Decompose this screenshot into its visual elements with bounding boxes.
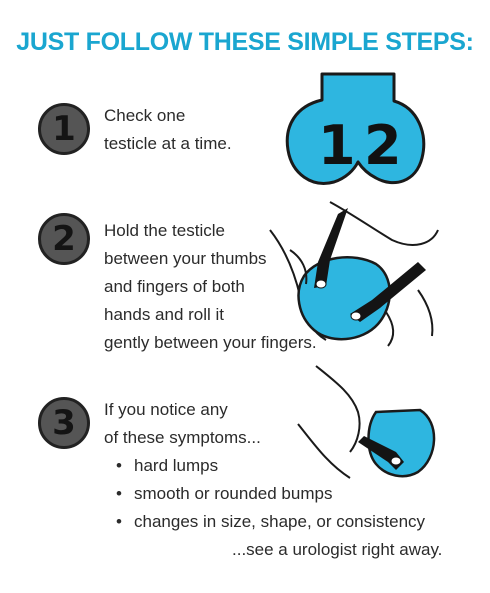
hand-examining-testicle-illustration xyxy=(296,360,446,490)
thumbnail-right-icon xyxy=(351,312,361,320)
step-2-line: between your thumbs xyxy=(104,249,267,268)
step-3-line: If you notice any xyxy=(104,400,228,419)
testicle-label-1: 1 xyxy=(318,114,356,177)
step-2-line: Hold the testicle xyxy=(104,221,225,240)
closing-advice: ...see a urologist right away. xyxy=(232,540,443,559)
step-1-line: testicle at a time. xyxy=(104,134,232,153)
step-2-line: hands and roll it xyxy=(104,305,225,324)
step-2-number: 2 xyxy=(52,219,76,259)
step-3-number-badge xyxy=(38,397,90,449)
hands-rolling-testicle-illustration xyxy=(268,200,448,350)
page-title: JUST FOLLOW THESE SIMPLE STEPS: xyxy=(16,28,474,56)
bullet-icon: • xyxy=(116,484,122,503)
step-2-number-badge xyxy=(38,213,90,265)
step-3-text xyxy=(104,396,261,452)
step-1-line: Check one xyxy=(104,106,186,125)
testicles-illustration xyxy=(282,66,432,196)
testicle-label-2: 2 xyxy=(364,114,402,177)
bullet-icon: • xyxy=(116,456,122,475)
step-2-line: gently between your fingers. xyxy=(104,333,317,352)
testicle-shape xyxy=(369,410,435,476)
symptom-text: changes in size, shape, or consistency xyxy=(134,512,426,531)
list-item xyxy=(116,508,425,536)
right-hand-lower-outline xyxy=(418,290,432,336)
bullet-icon: • xyxy=(116,512,122,531)
step-1-number-badge xyxy=(38,103,90,155)
thumbnail-icon xyxy=(391,457,401,465)
symptom-text: hard lumps xyxy=(134,456,219,475)
step-3-number: 3 xyxy=(52,403,76,443)
right-hand-outline xyxy=(330,202,438,245)
step-1-text xyxy=(104,102,232,158)
hand-outline xyxy=(316,366,360,452)
finger-right-outline xyxy=(386,312,393,346)
hand-lower-outline xyxy=(298,424,350,478)
step-2-line: and fingers of both xyxy=(104,277,245,296)
thumbnail-left-icon xyxy=(316,280,326,288)
step-3-line: of these symptoms... xyxy=(104,428,261,447)
step-1-number: 1 xyxy=(52,109,76,149)
symptom-text: smooth or rounded bumps xyxy=(134,484,333,503)
